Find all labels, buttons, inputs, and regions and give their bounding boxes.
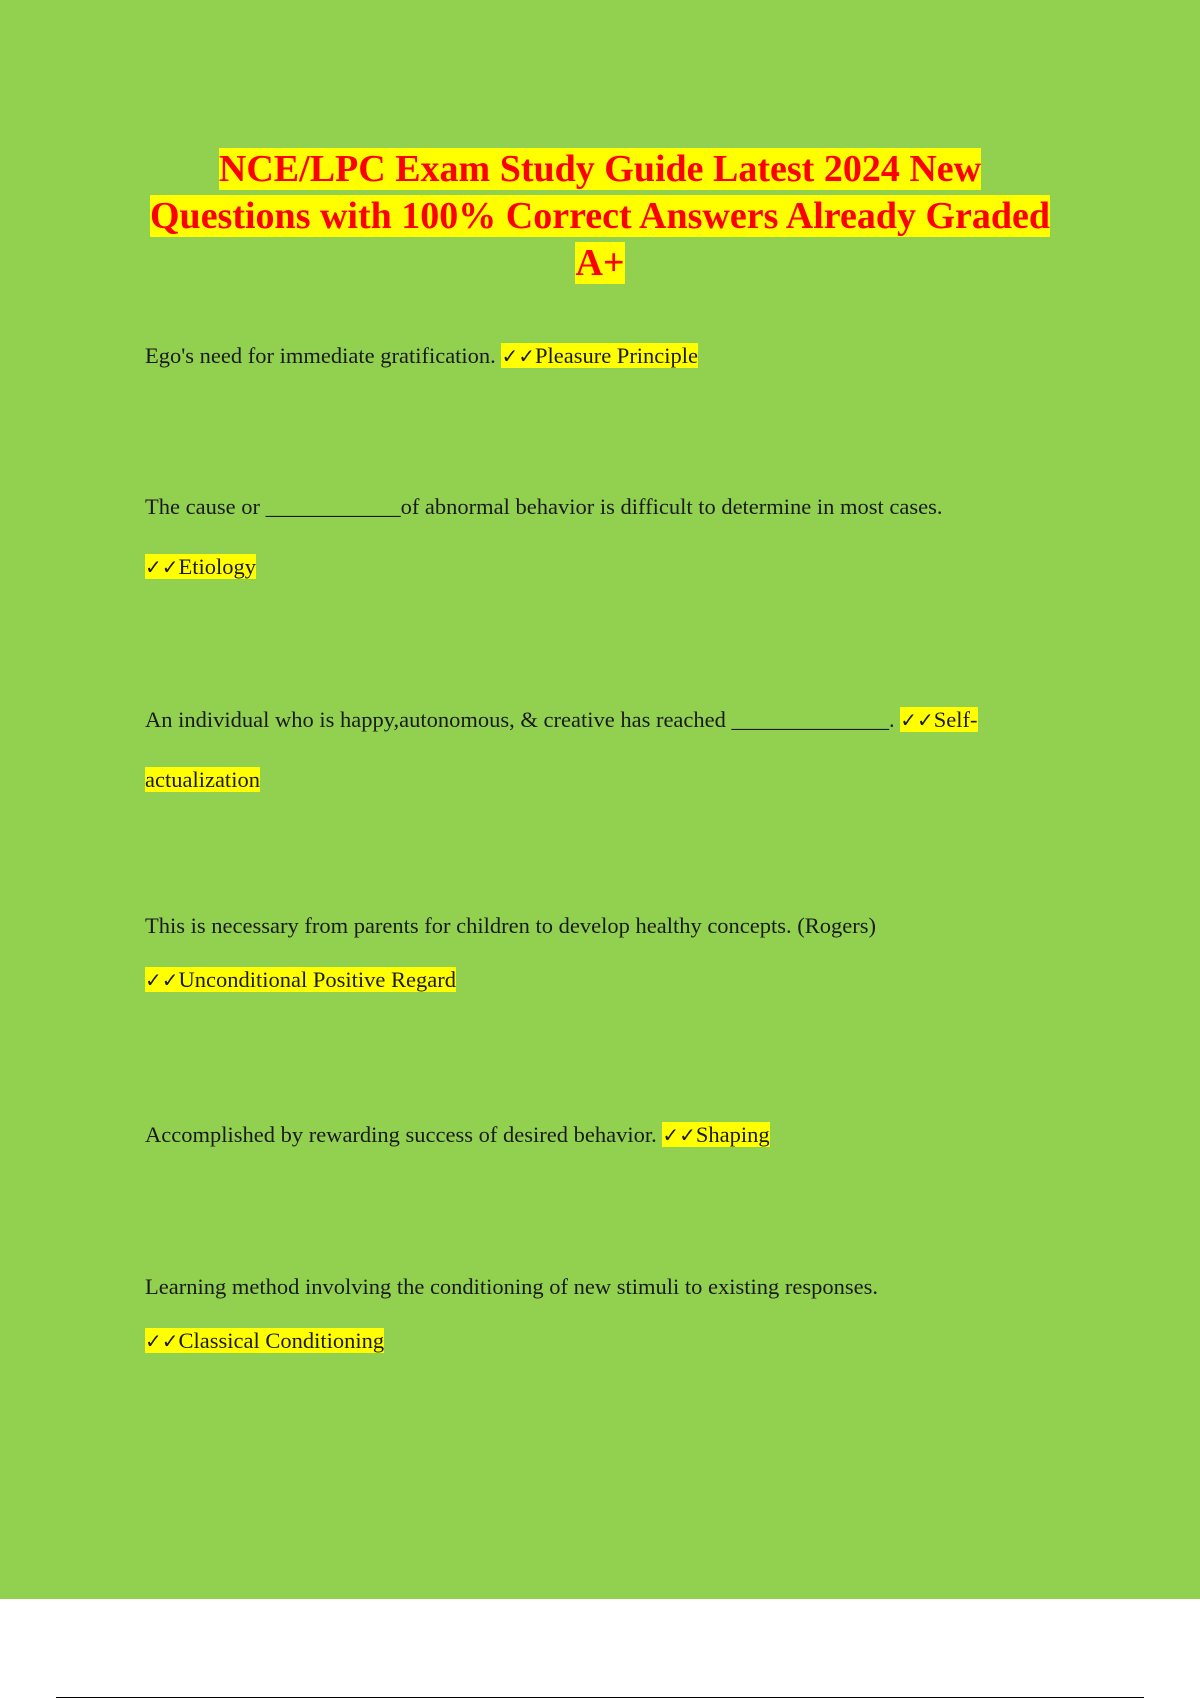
answer-continued: actualization	[145, 767, 260, 792]
answer-text: Pleasure Principle	[534, 343, 699, 368]
qa-item-5	[145, 1120, 1065, 1150]
answer-text: Shaping	[695, 1122, 770, 1147]
footer-divider	[56, 1697, 1144, 1698]
answer-highlight	[900, 707, 977, 732]
answer-line	[145, 965, 1065, 995]
question-text: The cause or ____________of abnormal behavior is difficult to determine in most cases.	[145, 494, 943, 519]
answer-highlight	[145, 967, 456, 992]
answer-highlight	[145, 1328, 384, 1353]
question-text: Ego's need for immediate gratification.	[145, 343, 502, 368]
answer-line	[145, 1326, 1065, 1356]
qa-item-2	[145, 492, 1065, 582]
answer-highlight	[145, 554, 256, 579]
double-check-icon: ✓✓	[145, 968, 179, 992]
double-check-icon: ✓✓	[662, 1123, 696, 1147]
double-check-icon: ✓✓	[145, 1329, 179, 1353]
double-check-icon: ✓✓	[501, 344, 535, 368]
document-title	[150, 146, 1050, 287]
double-check-icon: ✓✓	[145, 555, 179, 579]
qa-item-3	[145, 705, 1065, 795]
answer-highlight	[662, 1122, 769, 1147]
qa-item-6	[145, 1272, 1065, 1356]
question-text: An individual who is happy,autonomous, & creative has reached ______________.	[145, 707, 901, 732]
answer-text: Classical Conditioning	[178, 1328, 385, 1353]
answer-highlight	[501, 343, 698, 368]
double-check-icon: ✓✓	[900, 708, 934, 732]
qa-item-1	[145, 341, 1065, 371]
answer-line	[145, 552, 1065, 582]
question-text: Accomplished by rewarding success of desired behavior.	[145, 1122, 663, 1147]
title-text: NCE/LPC Exam Study Guide Latest 2024 New Questions with 100% Correct Answers Already Graded A+	[150, 148, 1051, 284]
question-text: Learning method involving the conditioning of new stimuli to existing responses.	[145, 1274, 879, 1299]
answer-text: Unconditional Positive Regard	[178, 967, 456, 992]
answer-text: Self-	[933, 707, 978, 732]
answer-line	[145, 765, 1065, 795]
answer-text: Etiology	[178, 554, 257, 579]
question-text: This is necessary from parents for children to develop healthy concepts. (Rogers)	[145, 913, 877, 938]
qa-item-4	[145, 911, 1065, 995]
